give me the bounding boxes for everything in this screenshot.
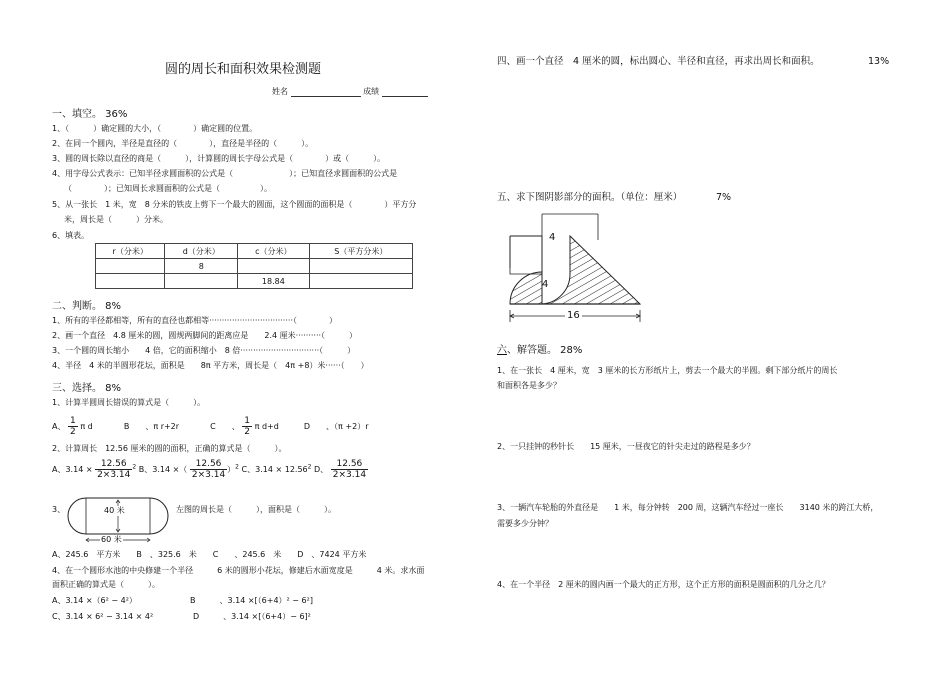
s3-q4-option-b: B 、3.14 ×[（6+4）² − 6²] <box>190 596 313 605</box>
shaded-area-figure <box>500 208 650 326</box>
table-row <box>96 274 413 289</box>
section-2-heading: 二、判断。 8% <box>52 301 122 312</box>
table-header-cell: c（分米） <box>238 244 309 259</box>
fill-table <box>95 243 413 289</box>
s6-question-1a: 1、在一张长 4 厘米，宽 3 厘米的长方形纸片上，剪去一个最大的半圆。剩下部分纸片的周长 <box>497 366 838 375</box>
table-cell[interactable] <box>96 259 165 274</box>
fraction-denominator: 2×3.14 <box>191 470 226 480</box>
s1-question-4b: （ ）；已知周长求圆面积的公式是（ ）。 <box>64 184 272 193</box>
s3-q2-options <box>52 459 368 480</box>
superscript: 2 <box>235 463 239 471</box>
s2-question-1: 1、所有的半径都相等，所有的直径也都相等·································（ ） <box>52 316 338 325</box>
s1-question-5a: 5、从一张长 1 米，宽 8 分米的铁皮上剪下一个最大的圆面，这个圆面的面积是（ ）平方分 <box>52 200 417 209</box>
fraction-numerator: 12.56 <box>95 459 132 470</box>
option-a-text: π d <box>80 422 93 431</box>
s1-question-2: 2、在同一个圆内，半径是直径的（ ），直径是半径的（ ）。 <box>52 139 314 148</box>
fraction <box>95 459 132 480</box>
figure-label-top: 4 <box>549 232 556 243</box>
option-d-text: D 、（π +2）r <box>303 422 369 431</box>
table-cell[interactable] <box>309 274 412 289</box>
s2-question-2: 2、画一个直径 4.8 厘米的圆，圆规两脚间的距离应是 2.4 厘米··········（ ） <box>52 331 358 340</box>
fraction-numerator: 12.56 <box>331 459 368 470</box>
table-cell[interactable]: 18.84 <box>238 274 309 289</box>
score-label: 成绩 <box>363 87 380 96</box>
s3-question-2: 2、计算周长 12.56 厘米的圆的面积，正确的算式是（ ）。 <box>52 444 287 453</box>
fraction <box>190 459 227 480</box>
fraction-denominator: 2 <box>70 427 76 437</box>
s1-question-3: 3、圆的周长除以直径的商是（ ），计算圆的周长字母公式是（ ）或（ ）。 <box>52 154 386 163</box>
s1-question-6: 6、填表。 <box>52 231 90 240</box>
s3-question-4a: 4、在一个圆形水池的中央修建一个半径 6 米的圆形小花坛，修建后水面宽度是 4 米。求水面 <box>52 566 425 575</box>
track-width-label: 60 米 <box>101 535 122 544</box>
table-row <box>96 259 413 274</box>
section-5-percent: 7% <box>716 192 732 203</box>
s2-question-4: 4、半径 4 米的半圆形花坛，面积是 8π 平方米，周长是（ 4π +8）米······（ ） <box>52 361 369 370</box>
table-header-cell: d（分米） <box>165 244 238 259</box>
section-6-title: 、解答题。 28% <box>507 345 583 356</box>
superscript: 2 <box>307 463 312 471</box>
fraction-denominator: 2 <box>244 427 251 437</box>
s6-question-4: 4、在一个半径 2 厘米的圆内画一个最大的正方形，这个正方形的面积是圆面积的几分之几？ <box>497 580 830 589</box>
option-c-text: C、3.14 × 12.56 <box>241 465 308 474</box>
option-c-text: π d+d <box>254 422 279 431</box>
table-cell[interactable] <box>238 259 309 274</box>
option-b-text: B 、π r+2r <box>123 422 180 431</box>
option-a-label: A、3.14 × <box>52 465 93 474</box>
figure-label-bottom: 16 <box>567 310 580 321</box>
section-5-heading: 五、求下图阴影部分的面积。（单位：厘米） <box>497 192 683 203</box>
s6-question-1b: 和面积各是多少？ <box>497 381 561 390</box>
s3-q4-option-d: D 、3.14 ×[（6+4）− 6]² <box>193 612 311 621</box>
table-cell[interactable]: 8 <box>165 259 238 274</box>
s3-question-3-options: A、245.6 平方米 B 、325.6 米 C 、245.6 米 D 、7424 平方米 <box>52 550 367 559</box>
table-cell[interactable] <box>309 259 412 274</box>
s1-question-5b: 米，周长是（ ）分米。 <box>64 215 168 224</box>
name-score-line <box>272 87 428 97</box>
table-header-row <box>96 244 413 259</box>
option-b-close: ） <box>227 465 236 474</box>
fraction <box>331 459 368 480</box>
name-blank[interactable] <box>291 96 361 97</box>
s6-question-2: 2、一只挂钟的秒针长 15 厘米，一昼夜它的针尖走过的路程是多少？ <box>497 442 755 451</box>
section-4-text: 四、画一个直径 4 厘米的圆，标出圆心、半径和直径，再求出周长和面积。 <box>497 56 820 67</box>
section-3-heading: 三、选择。 8% <box>52 383 122 394</box>
section-4-percent: 13% <box>868 56 890 67</box>
s3-question-4b: 面积正确的算式是（ ）。 <box>52 580 160 589</box>
table-header-cell: r（分米） <box>96 244 165 259</box>
s2-question-3: 3、一个圆的周长缩小 4 倍，它的面积缩小 8 倍·······························（ ） <box>52 346 356 355</box>
section-1-heading: 一、填空。 36% <box>52 109 128 120</box>
s3-q4-option-a: A、3.14 ×（6² − 4²） <box>52 596 137 605</box>
s3-question-3-label: 3、 <box>52 505 66 514</box>
s6-question-3a: 3、一辆汽车轮胎的外直径是 1 米，每分钟转 200 周，这辆汽车经过一座长 3140 米的跨江大桥， <box>497 503 879 512</box>
s3-q1-options <box>52 416 369 437</box>
figure-label-side: 4 <box>542 279 549 290</box>
section-6-number: 六 <box>497 345 507 356</box>
s3-q4-option-c: C、3.14 × 6² − 3.14 × 4² <box>52 612 154 621</box>
page-title: 圆的周长和面积效果检测题 <box>165 62 322 77</box>
table-header-cell: S（平方分米） <box>309 244 412 259</box>
s3-question-1: 1、计算半圆周长错误的算式是（ ）。 <box>52 398 206 407</box>
table-cell[interactable] <box>165 274 238 289</box>
fraction <box>242 416 252 437</box>
fraction <box>68 416 78 437</box>
table-cell[interactable] <box>96 274 165 289</box>
fraction-numerator: 1 <box>70 416 76 426</box>
s1-question-1: 1、（ ）确定圆的大小，（ ）确定圆的位置。 <box>52 124 258 133</box>
fraction-numerator: 12.56 <box>190 459 227 470</box>
s3-question-3-text: 左图的周长是（ ），面积是（ ）。 <box>176 505 336 514</box>
s6-question-3b: 需要多少分钟？ <box>497 519 553 528</box>
name-label: 姓名 <box>272 87 288 96</box>
superscript: 2 <box>132 463 137 471</box>
s1-question-4a: 4、用字母公式表示：已知半径求圆面积的公式是（ ）；已知直径求圆面积的公式是 <box>52 169 398 178</box>
fraction-numerator: 1 <box>244 416 251 426</box>
option-b-label: B、3.14 ×（ <box>138 465 188 474</box>
option-c-label: C 、 <box>210 422 240 431</box>
fraction-denominator: 2×3.14 <box>97 470 131 480</box>
score-blank[interactable] <box>382 96 428 97</box>
section-6-heading <box>497 345 582 357</box>
fraction-denominator: 2×3.14 <box>332 470 367 480</box>
option-d-label: D、 <box>314 465 329 474</box>
option-a-label: A、 <box>52 422 66 431</box>
track-height-label: 40 米 <box>104 506 125 515</box>
